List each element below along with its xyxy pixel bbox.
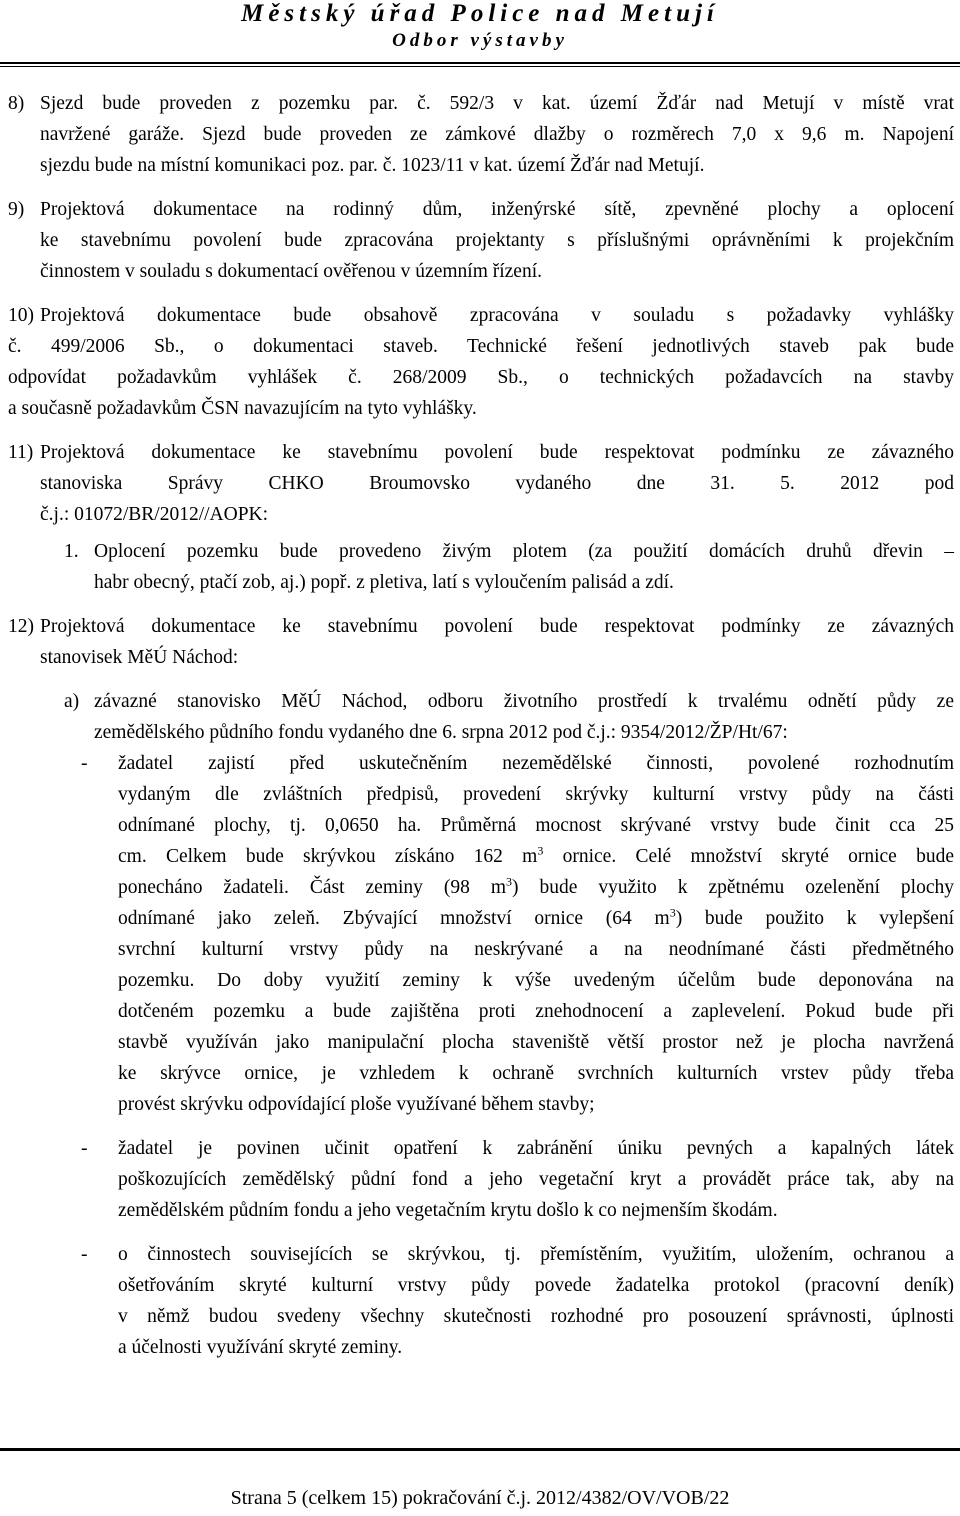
text-line: stanoviska Správy CHKO Broumovsko vydaného dne 31. 5. 2012 pod xyxy=(40,473,954,494)
text-line: a účelnosti využívání skryté zeminy. xyxy=(118,1337,403,1358)
point-number: 1. xyxy=(64,541,79,562)
text-line: Projektová dokumentace ke stavebnímu povolení bude respektovat podmínky ze závazných xyxy=(40,616,954,637)
text-line: závazné stanovisko MěÚ Náchod, odboru životního prostředí k trvalému odnětí půdy ze xyxy=(94,691,954,712)
department-subtitle: Odbor výstavby xyxy=(392,30,568,51)
requirement-item xyxy=(8,748,954,1120)
text-line: odnímané plochy, tj. 0,0650 ha. Průměrná mocnost skrývané vrstvy bude činit cca 25 xyxy=(118,815,954,836)
text-line: žadatel je povinen učinit opatření k zabránění úniku pevných a kapalných látek xyxy=(118,1138,954,1159)
requirement-item xyxy=(8,1133,954,1226)
condition-number: 8) xyxy=(8,93,25,114)
dash-marker: - xyxy=(81,1244,88,1265)
text-line: navržené garáže. Sjezd bude proveden ze zámkové dlažby o rozměrech 7,0 x 9,6 m. Napojení xyxy=(40,124,954,145)
text-line: odnímané jako zeleň. Zbývající množství ornice (64 $m^3$) bude použito k vylepšení xyxy=(118,905,954,929)
condition-9 xyxy=(8,194,954,287)
text-line: svrchní kulturní vrstvy půdy na neskrývané a na neodnímané části předmětného xyxy=(118,939,954,960)
point-letter: a) xyxy=(64,691,80,712)
text-line: Projektová dokumentace bude obsahově zpracována v souladu s požadavky vyhlášky xyxy=(40,305,954,326)
condition-8 xyxy=(8,88,954,181)
requirement-item xyxy=(8,1239,954,1363)
condition-number: 9) xyxy=(8,199,25,220)
text-line: zemědělském půdním fondu a jeho vegetačním krytu došlo k co nejmenším škodám. xyxy=(118,1200,778,1221)
text-line: cm. Celkem bude skrývkou získáno 162 $m^3$ ornice. Celé množství skryté ornice bude xyxy=(118,843,954,867)
footer-rule xyxy=(0,1448,960,1451)
text-line: poškozujících zemědělský půdní fond a jeho vegetační kryt a provádět práce tak, aby na xyxy=(118,1169,954,1190)
text-line: a současně požadavkům ČSN navazujícím na tyto vyhlášky. xyxy=(8,398,477,419)
office-title: Městský úřad Police nad Metují xyxy=(241,0,719,27)
text-line: dotčeném pozemku a bude zajištěna proti znehodnocení a zaplevelení. Pokud bude při xyxy=(118,1001,954,1022)
text-line: Projektová dokumentace ke stavebnímu povolení bude respektovat podmínku ze závazného xyxy=(40,442,954,463)
dash-marker: - xyxy=(81,753,88,774)
text-line: Sjezd bude proveden z pozemku par. č. 592/3 v kat. území Žďár nad Metují v místě vrat xyxy=(40,93,954,114)
text-line: stavbě využíván jako manipulační plocha staveniště větší prostor než je plocha navržená xyxy=(118,1032,954,1053)
condition-12 xyxy=(8,611,954,673)
text-line: č. 499/2006 Sb., o dokumentaci staveb. Technické řešení jednotlivých staveb pak bude xyxy=(8,336,954,357)
dash-marker: - xyxy=(81,1138,88,1159)
condition-11 xyxy=(8,437,954,530)
text-line: zemědělského půdního fondu vydaného dne 6. srpna 2012 pod č.j.: 9354/2012/ŽP/Ht/67: xyxy=(94,722,788,743)
text-line: odpovídat požadavkům vyhlášek č. 268/2009 Sb., o technických požadavcích na stavby xyxy=(8,367,954,388)
text-line: pozemku. Do doby využití zeminy k výše uvedeným účelům bude deponována na xyxy=(118,970,954,991)
condition-number: 11) xyxy=(8,442,34,463)
text-line: žadatel zajistí před uskutečněním nezemědělské činnosti, povolené rozhodnutím xyxy=(118,753,954,774)
text-line: o činnostech souvisejících se skrývkou, tj. přemístěním, využitím, uložením, ochranou a xyxy=(118,1244,954,1265)
text-line: ponecháno žadateli. Část zeminy (98 $m^3$) bude využito k zpětnému ozelenění plochy xyxy=(118,874,954,898)
text-line: provést skrývku odpovídající ploše využívané během stavby; xyxy=(118,1094,595,1115)
header-rule-thin xyxy=(0,66,960,67)
text-line: ke skrývce ornice, je vzhledem k ochraně svrchních kulturních vrstev půdy třeba xyxy=(118,1063,954,1084)
text-line: č.j.: 01072/BR/2012//AOPK: xyxy=(40,504,269,525)
condition-10-continued xyxy=(8,331,954,424)
condition-10 xyxy=(8,300,954,331)
text-line: Oplocení pozemku bude provedeno živým plotem (za použití domácích druhů dřevin – xyxy=(94,541,954,562)
condition-11-point-1 xyxy=(8,536,954,598)
text-line: v němž budou svedeny všechny skutečnosti rozhodné pro posouzení správnosti, úplnosti xyxy=(118,1306,954,1327)
text-line: sjezdu bude na místní komunikaci poz. par. č. 1023/11 v kat. území Žďár nad Metují. xyxy=(40,155,705,176)
condition-number: 12) xyxy=(8,616,34,637)
text-line: činnostem v souladu s dokumentací ověřenou v územním řízení. xyxy=(40,261,543,282)
text-line: ke stavebnímu povolení bude zpracována projektanty s příslušnými oprávněními k projekčním xyxy=(40,230,954,251)
condition-12-point-a xyxy=(8,686,954,748)
condition-number: 10) xyxy=(8,305,34,326)
text-line: Projektová dokumentace na rodinný dům, inženýrské sítě, zpevněné plochy a oplocení xyxy=(40,199,954,220)
page-header xyxy=(0,0,960,54)
document-body xyxy=(8,88,954,1363)
page-footer: Strana 5 (celkem 15) pokračování č.j. 2012/4382/OV/VOB/22 xyxy=(230,1487,730,1509)
text-line: vydaným dle zvláštních předpisů, provedení skrývky kulturní vrstvy půdy na části xyxy=(118,784,954,805)
text-line: stanovisek MěÚ Náchod: xyxy=(40,647,239,668)
text-line: ošetřováním skryté kulturní vrstvy půdy povede žadatelka protokol (pracovní deník) xyxy=(118,1275,954,1296)
text-line: habr obecný, ptačí zob, aj.) popř. z pletiva, latí s vyloučením palisád a zdí. xyxy=(94,572,674,593)
header-rule xyxy=(0,62,960,64)
